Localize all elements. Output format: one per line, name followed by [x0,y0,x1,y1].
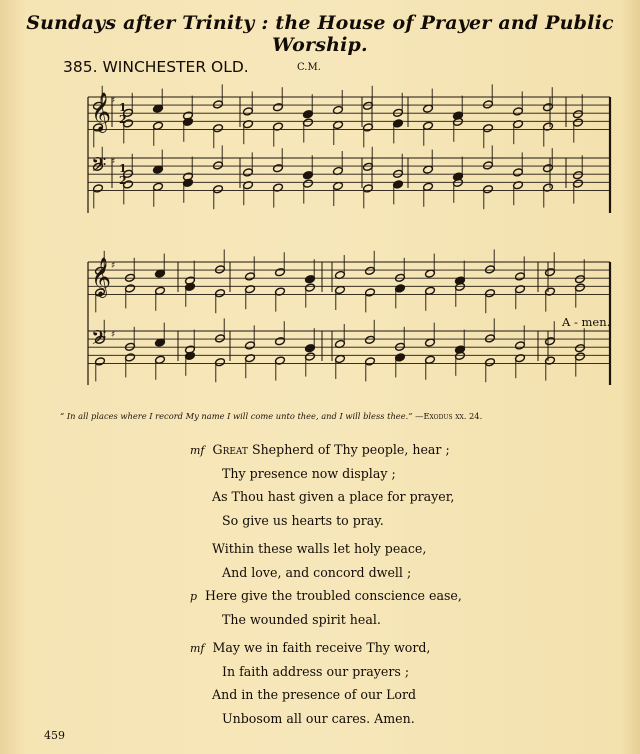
treble-clef-icon: 𝄞 [91,92,112,132]
sharp-icon: ♯ [111,157,116,167]
verse-text: And love, and concord dwell ; [222,564,412,580]
verse-line [222,711,415,726]
verse-line [222,466,396,481]
verse-text: As Thou hast given a place for prayer, [212,489,455,504]
verse-text: The wounded spirit heal. [222,611,381,627]
verse-text: Here give the troubled conscience ease, [205,588,462,603]
hymn-meter: C.M. [297,62,321,73]
scripture-epigraph [60,411,620,421]
verse-text: In faith address our prayers ; [222,663,410,679]
sharp-icon: ♯ [111,330,116,340]
verse-line [190,442,450,457]
time-signature-bottom: 2 [119,113,127,126]
page-number: 459 [44,729,65,742]
verse-line [212,489,454,504]
verse-line [222,513,384,528]
verse-line [212,687,416,702]
bass-clef-icon: 𝄢 [91,326,107,354]
verse-text: Thy presence now display ; [222,465,396,481]
sharp-icon: ♯ [111,96,116,106]
time-signature-top: 1 [119,101,127,114]
treble-clef-icon: 𝄞 [91,257,112,297]
dynamic-marking: p [190,590,198,603]
dynamic-marking: mf [190,444,205,457]
sharp-icon: ♯ [111,261,116,271]
hymn-number: 385. [63,58,98,76]
scripture-quote: “ In all places where I record My name I will come unto thee, and I will bless thee.” [60,411,413,421]
verse-text: Within these walls let holy peace, [212,541,427,556]
verse-line [222,565,411,580]
amen-lyric: A - men. [562,315,611,329]
tune-name: WINCHESTER OLD. [102,58,249,76]
scripture-reference: —Exodus xx. 24. [415,411,483,421]
verse-line [190,640,430,655]
verse-text: Unbosom all our cares. Amen. [222,710,415,726]
dynamic-marking: mf [190,642,205,655]
verse-line [222,612,381,627]
verse-line [212,541,426,556]
verse-initial-word: Great [212,442,248,457]
verse-text: So give us hearts to pray. [222,512,384,528]
time-signature-top: 1 [119,162,127,175]
verse-line [190,588,462,603]
verse-text: May we in faith receive Thy word, [212,640,431,655]
time-signature-bottom: 2 [119,174,127,187]
verse-text: Shepherd of Thy people, hear ; [247,442,450,457]
page-header: Sundays after Trinity : the House of Prayer and Public Worship. [26,12,614,56]
verse-text: And in the presence of our Lord [212,687,417,702]
verse-line [222,664,409,679]
bass-clef-icon: 𝄢 [91,153,107,181]
